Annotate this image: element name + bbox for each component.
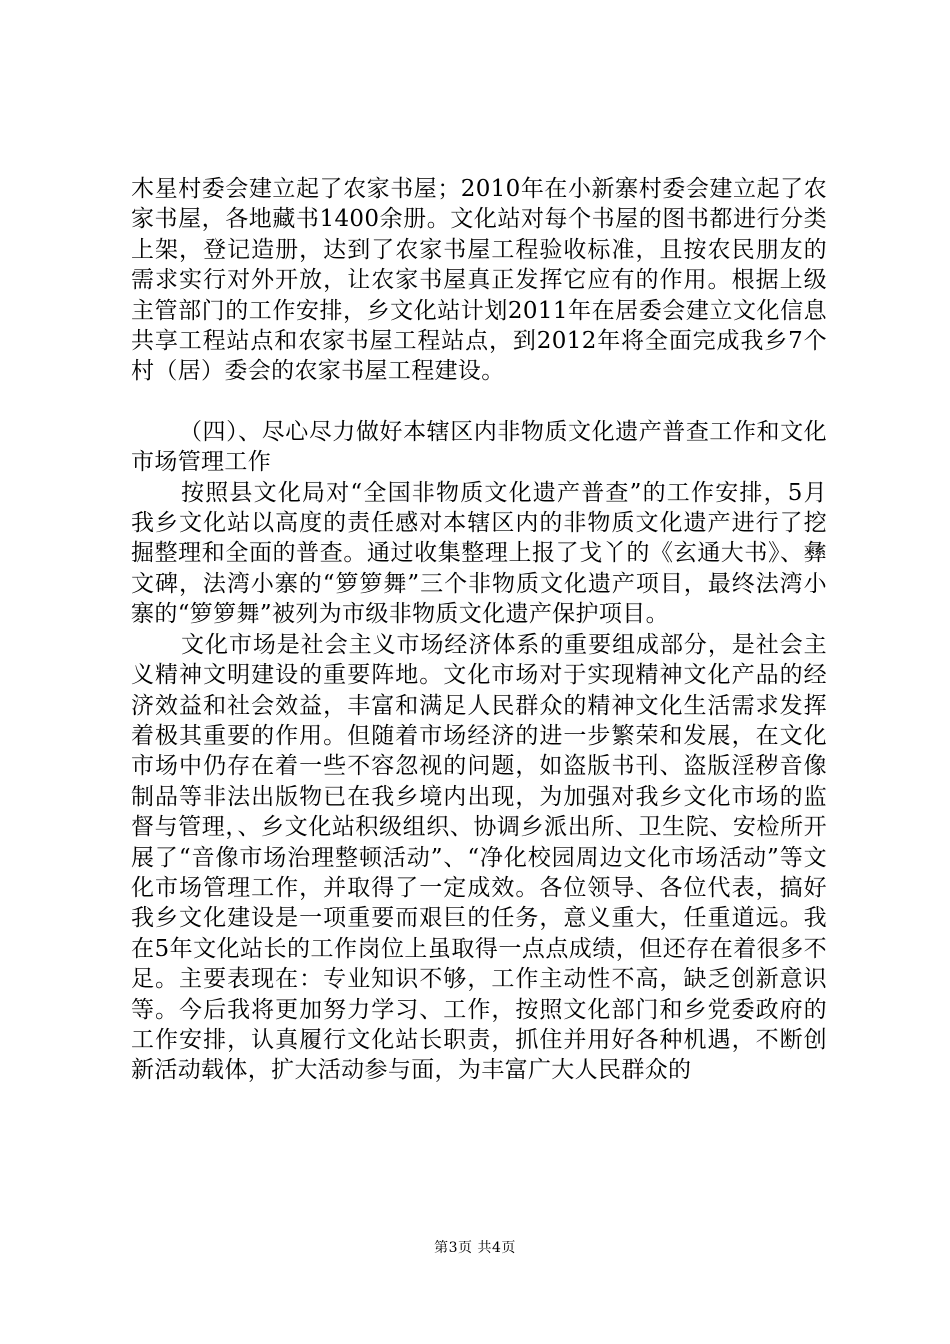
section-heading: （四）、尽心尽力做好本辖区内非物质文化遗产普查工作和文化市场管理工作 [131,418,827,476]
document-body [131,174,827,1086]
paragraph-heritage-survey: 按照县文化局对“全国非物质文化遗产普查”的工作安排，5月我乡文化站以高度的责任感对本辖区内的非物质文化遗产进行了挖掘整理和全面的普查。通过收集整理上报了戈丫的《玄通大书》、彝文碑，法湾小寨的“箩箩舞”三个非物质文化遗产项目，最终法湾小寨的“箩箩舞”被列为市级非物质文化遗产保护项目。 [131,479,827,628]
paragraph-continuation: 木星村委会建立起了农家书屋；2010年在小新寨村委会建立起了农家书屋，各地藏书1400余册。文化站对每个书屋的图书都进行分类上架，登记造册，达到了农家书屋工程验收标准，且按农民朋友的需求实行对外开放，让农家书屋真正发挥它应有的作用。根据上级主管部门的工作安排，乡文化站计划2011年在居委会建立文化信息共享工程站点和农家书屋工程站点，到2012年将全面完成我乡7个村（居）委会的农家书屋工程建设。 [131,176,827,385]
section-spacer [131,387,827,417]
page-footer: 第3页 共4页 [434,1240,516,1256]
paragraph-culture-market: 文化市场是社会主义市场经济体系的重要组成部分，是社会主义精神文明建设的重要阵地。文化市场对于实现精神文化产品的经济效益和社会效益，丰富和满足人民群众的精神文化生活需求发挥着极其重要的作用。但随着市场经济的进一步繁荣和发展，在文化市场中仍存在着一些不容忽视的问题，如盗版书刊、盗版淫秽音像制品等非法出版物已在我乡境内出现，为加强对我乡文化市场的监督与管理，、乡文化站积级组织、协调乡派出所、卫生院、安检所开展了“音像市场治理整顿活动”、“净化校园周边文化市场活动”等文化市场管理工作，并取得了一定成效。各位领导、各位代表，搞好我乡文化建设是一项重要而艰巨的任务，意义重大，任重道远。我在5年文化站长的工作岗位上虽取得一点点成绩，但还存在着很多不足。主要表现在：专业知识不够，工作主动性不高，缺乏创新意识等。今后我将更加努力学习、工作，按照文化部门和乡党委政府的工作安排，认真履行文化站长职责，抓住并用好各种机遇，不断创新活动载体，扩大活动参与面，为丰富广大人民群众的 [131,631,827,1084]
